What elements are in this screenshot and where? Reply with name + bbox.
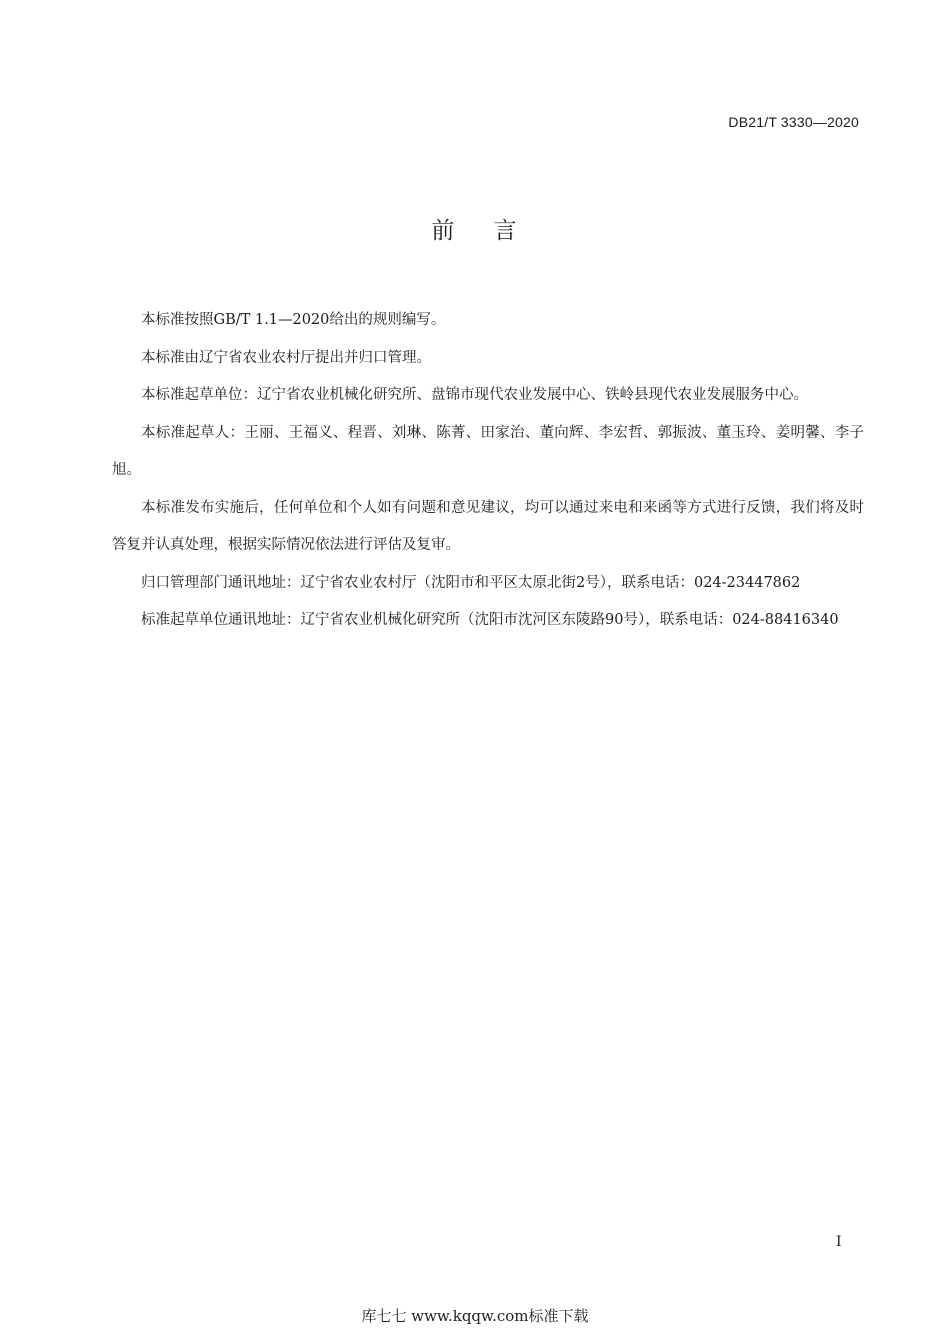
footer-watermark: 库七七 www.kqqw.com标准下载 (361, 1307, 589, 1325)
document-code: DB21/T 3330—2020 (728, 114, 859, 130)
foreword-body (112, 302, 864, 640)
paragraph-drafters: 本标准起草人：王丽、王福义、程晋、刘琳、陈菁、田家治、董向辉、李宏哲、郭振波、董玉玲、姜明馨、李子旭。 (112, 424, 864, 478)
page-number: I (836, 1234, 842, 1250)
paragraph-drafting-unit-address: 标准起草单位通讯地址：辽宁省农业机械化研究所（沈阳市沈河区东陵路90号），联系电话：024-88416340 (141, 612, 839, 628)
paragraph-management-address: 归口管理部门通讯地址：辽宁省农业农村厅（沈阳市和平区太原北街2号），联系电话：024-23447862 (141, 574, 801, 591)
page-title: 前 言 (431, 218, 519, 244)
paragraph-proposer: 本标准由辽宁省农业农村厅提出并归口管理。 (141, 349, 431, 366)
paragraph-drafting-units: 本标准起草单位：辽宁省农业机械化研究所、盘锦市现代农业发展中心、铁岭县现代农业发展服务中心。 (141, 387, 808, 403)
paragraph-drafting-rules: 本标准按照GB/T 1.1—2020给出的规则编写。 (141, 312, 446, 328)
paragraph-feedback: 本标准发布实施后，任何单位和个人如有问题和意见建议，均可以通过来电和来函等方式进行反馈，我们将及时答复并认真处理，根据实际情况依法进行评估及复审。 (112, 499, 864, 553)
